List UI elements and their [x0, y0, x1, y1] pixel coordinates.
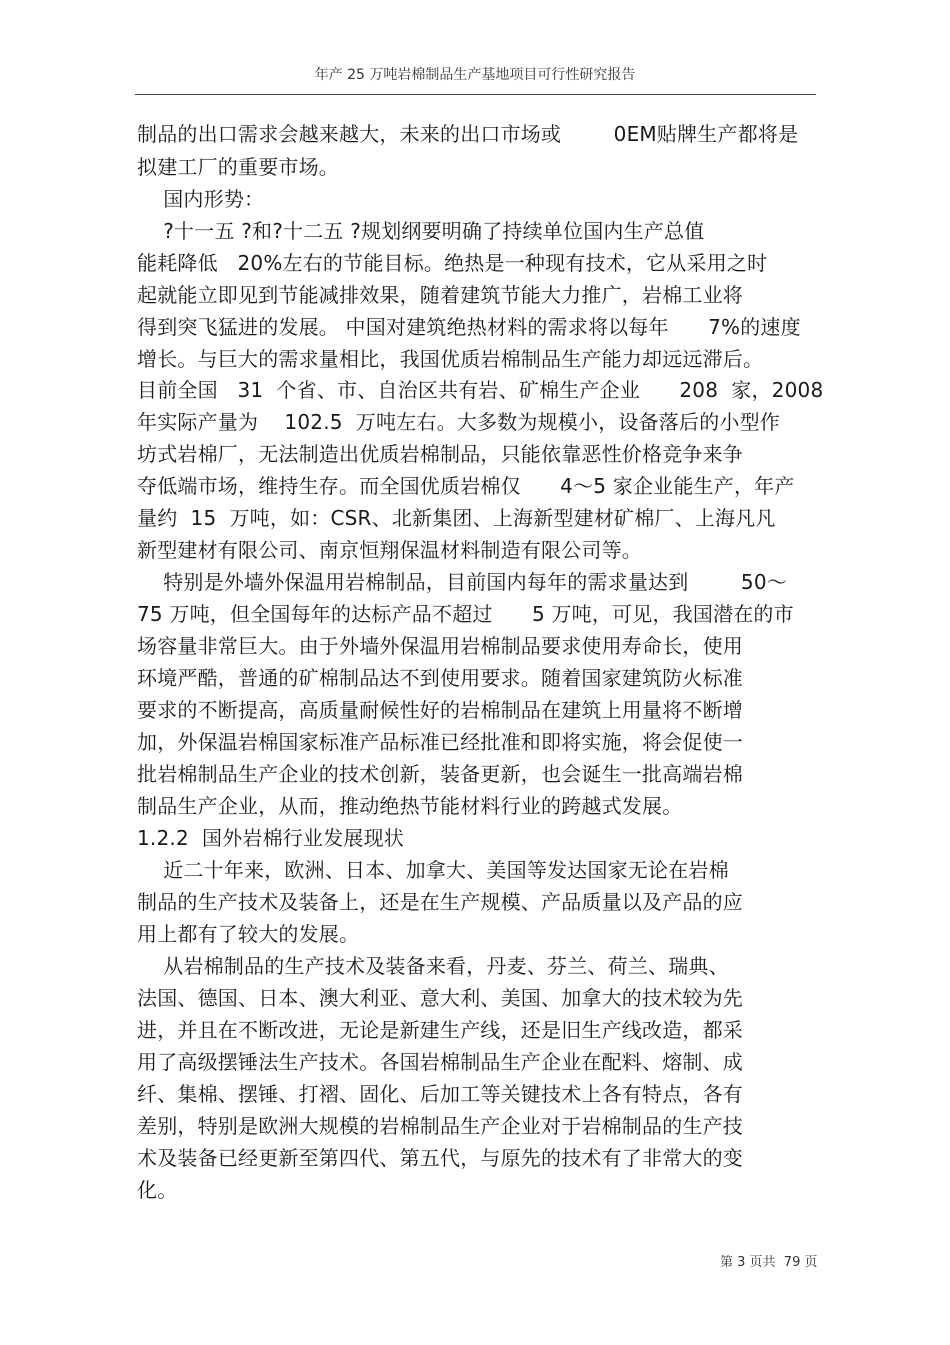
text-line: 制品生产企业，从而，推动绝热节能材料行业的跨越式发展。	[137, 794, 683, 818]
text-line: 目前全国 31 个省、市、自治区共有岩、矿棉生产企业 208 家，2008	[137, 378, 824, 402]
text-line: 差别，特别是欧洲大规模的岩棉制品生产企业对于岩棉制品的生产技	[137, 1114, 743, 1138]
text-line: 术及装备已经更新至第四代、第五代，与原先的技术有了非常大的变	[137, 1146, 743, 1170]
text-line: 进，并且在不断改进，无论是新建生产线，还是旧生产线改造，都采	[137, 1018, 743, 1042]
text-line: 用上都有了较大的发展。	[137, 922, 360, 946]
text-line: 场容量非常巨大。由于外墙外保温用岩棉制品要求使用寿命长，使用	[137, 634, 743, 658]
text-line: 近二十年来，欧洲、日本、加拿大、美国等发达国家无论在岩棉	[137, 858, 729, 882]
text-line: ?十一五 ?和?十二五 ?规划纲要明确了持续单位国内生产总值	[137, 219, 705, 243]
text-line: 坊式岩棉厂，无法制造出优质岩棉制品，只能依靠恶性价格竞争来争	[137, 442, 743, 466]
text-line: 法国、德国、日本、澳大利亚、意大利、美国、加拿大的技术较为先	[137, 986, 743, 1010]
text-line: 国内形势：	[137, 187, 265, 211]
text-line: 能耗降低 20%左右的节能目标。绝热是一种现有技术，它从采用之时	[137, 251, 768, 275]
text-line: 用了高级摆锤法生产技术。各国岩棉制品生产企业在配料、熔制、成	[137, 1050, 743, 1074]
text-line: 特别是外墙外保温用岩棉制品，目前国内每年的需求量达到 50～	[137, 570, 787, 594]
header-rule	[135, 94, 816, 95]
text-line: 加，外保温岩棉国家标准产品标准已经批准和即将实施，将会促使一	[137, 730, 743, 754]
text-line: 75 万吨，但全国每年的达标产品不超过 5 万吨，可见，我国潜在的市	[137, 602, 794, 626]
text-line: 纤、集棉、摆锤、打褶、固化、后加工等关键技术上各有特点，各有	[137, 1082, 743, 1106]
page-header: 年产 25 万吨岩棉制品生产基地项目可行性研究报告	[314, 67, 636, 83]
text-line: 增长。与巨大的需求量相比，我国优质岩棉制品生产能力却远远滞后。	[137, 347, 764, 371]
text-line: 得到突飞猛进的发展。 中国对建筑绝热材料的需求将以每年 7%的速度	[137, 315, 801, 339]
text-line: 夺低端市场，维持生存。而全国优质岩棉仅 4～5 家企业能生产，年产	[137, 474, 795, 498]
text-line: 从岩棉制品的生产技术及装备来看，丹麦、芬兰、荷兰、瑞典、	[137, 954, 729, 978]
text-line: 要求的不断提高，高质量耐候性好的岩棉制品在建筑上用量将不断增	[137, 698, 743, 722]
text-line: 拟建工厂的重要市场。	[137, 155, 339, 179]
text-line: 化。	[137, 1178, 178, 1202]
text-line: 批岩棉制品生产企业的技术创新，装备更新，也会诞生一批高端岩棉	[137, 762, 743, 786]
text-line: 量约 15 万吨，如：CSR、北新集团、上海新型建材矿棉厂、上海凡凡	[137, 506, 776, 530]
text-line: 制品的出口需求会越来越大，未来的出口市场或 0EM贴牌生产都将是	[137, 122, 799, 146]
text-line: 环境严酷，普通的矿棉制品达不到使用要求。随着国家建筑防火标准	[137, 666, 743, 690]
text-line: 年实际产量为 102.5 万吨左右。大多数为规模小，设备落后的小型作	[137, 410, 780, 434]
section-heading: 1.2.2 国外岩棉行业发展现状	[137, 826, 405, 850]
text-line: 制品的生产技术及装备上，还是在生产规模、产品质量以及产品的应	[137, 890, 743, 914]
text-line: 起就能立即见到节能减排效果，随着建筑节能大力推广，岩棉工业将	[137, 283, 743, 307]
text-line: 新型建材有限公司、南京恒翔保温材料制造有限公司等。	[137, 538, 642, 562]
page-number: 第 3 页共 79 页	[720, 1255, 818, 1270]
